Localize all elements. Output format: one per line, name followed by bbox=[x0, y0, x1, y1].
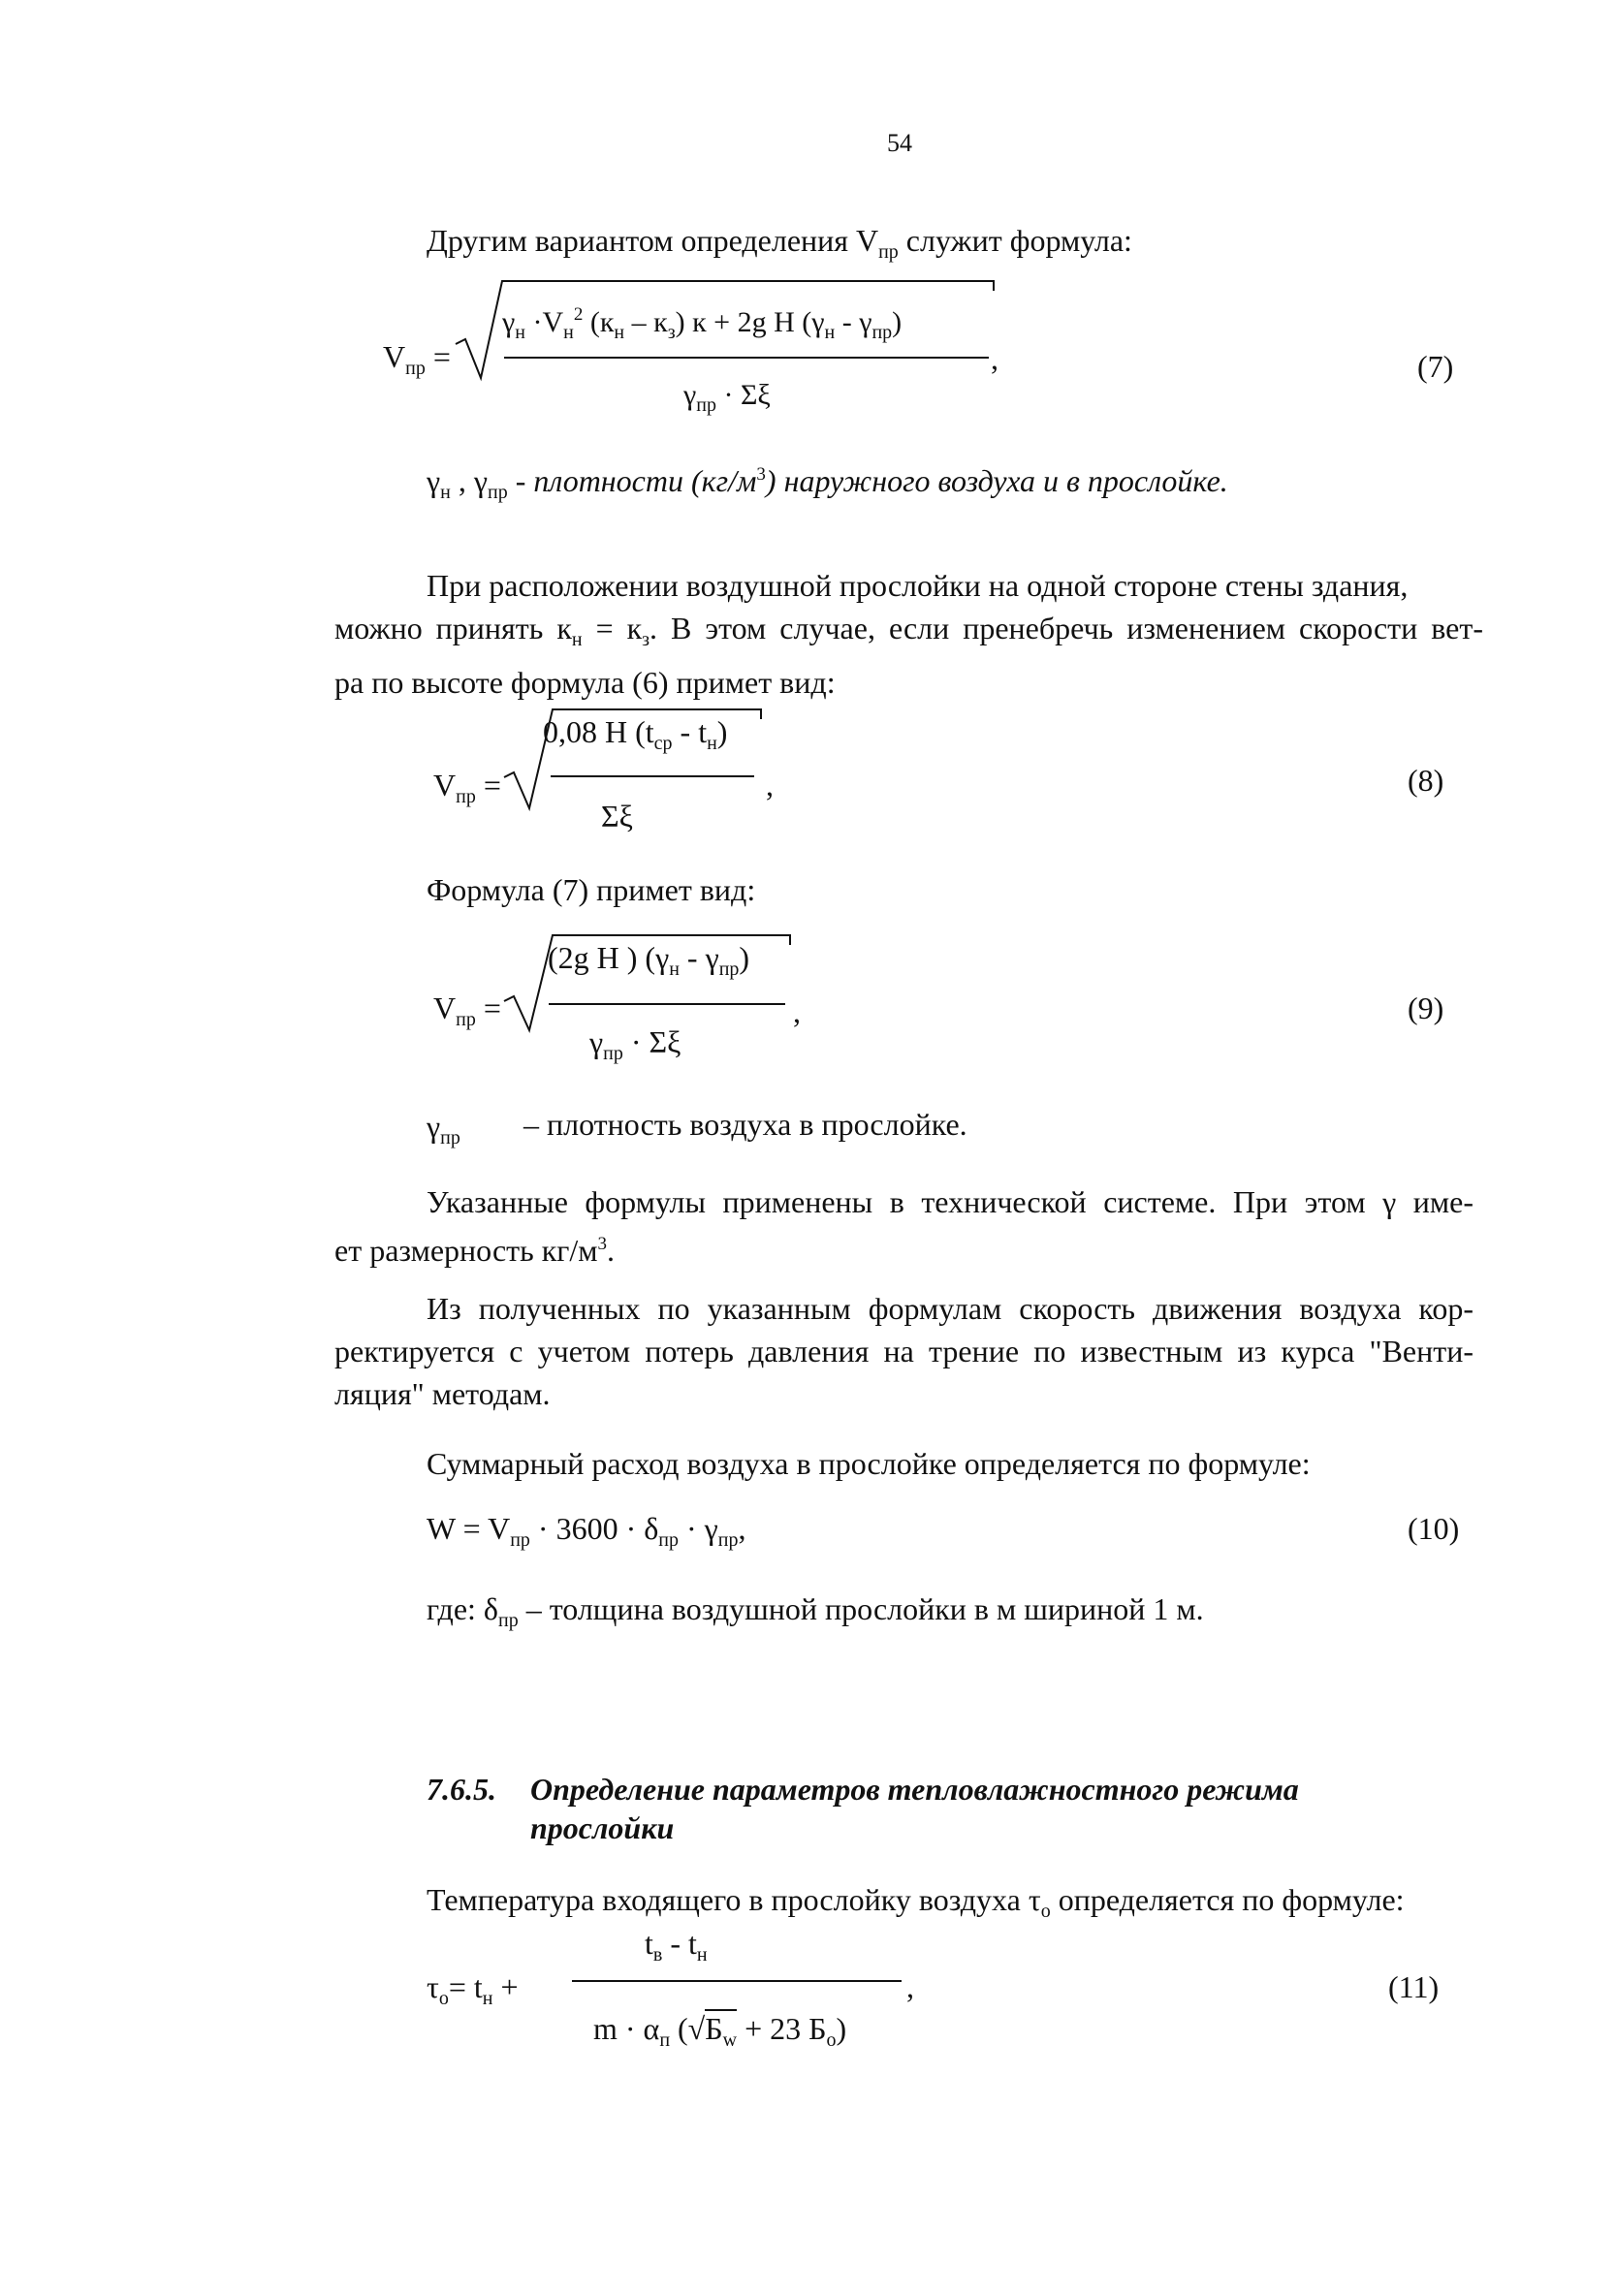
formula-10-number: (10) bbox=[1408, 1511, 1460, 1546]
paragraph-formulas-applied: Указанные формулы применены в технической системе. При этом γ име- ет размерность $кг/м^3$. bbox=[334, 1184, 1473, 1268]
paragraph-total-flow: Суммарный расход воздуха в прослойке определяется по формуле: bbox=[427, 1446, 1311, 1481]
formula-8-fraction-bar bbox=[551, 775, 754, 777]
formula-11-comma: , bbox=[906, 1969, 914, 2004]
formula-9-fraction-bar bbox=[549, 1003, 785, 1005]
section-number: 7.6.5. bbox=[427, 1772, 496, 1807]
formula-7-fraction-bar bbox=[504, 357, 989, 359]
formula-9-number: (9) bbox=[1408, 991, 1444, 1025]
paragraph-layer-one-side: При расположении воздушной прослойки на одной стороне стены здания, можно принять $к_н = к_з$. В этом случае, если пренебречь изменением скорости вет- ра по высоте формула (6) примет вид: bbox=[334, 568, 1483, 700]
page-number: 54 bbox=[887, 129, 912, 157]
layer-density-symbol: $\gamma_{пр}$ bbox=[427, 1109, 460, 1148]
formula-7-numerator: $\gamma_н \cdot V_н^2$ $(к_н - к_з) к + 2g$ H $(\gamma_н - \gamma_{пр})$ bbox=[502, 304, 903, 343]
formula-9-comma: , bbox=[793, 994, 801, 1029]
formula-9-numerator: (2g H ) $(\gamma_н - \gamma_{пр})$ bbox=[548, 940, 750, 980]
formula-8-denominator: Σξ bbox=[601, 799, 633, 833]
paragraph-velocity-correction: Из полученных по указанным формулам скорость движения воздуха кор- ректируется с учетом потерь давления на трение по известным из курса "Венти- ляция" методам. bbox=[334, 1291, 1473, 1411]
section-title-line-1: Определение параметров тепловлажностного режима bbox=[530, 1772, 1299, 1807]
formula-10-expression: $W = V_{пр} \cdot 3600 \cdot \delta_{пр} \cdot \gamma_{пр}$, bbox=[427, 1511, 746, 1551]
formula-7-comma: , bbox=[991, 341, 998, 376]
formula-7-denominator: $\gamma_{пр} \cdot \Sigma\xi$ bbox=[683, 379, 771, 416]
formula-9-denominator: $\gamma_{пр} \cdot \Sigma\xi$ bbox=[589, 1024, 681, 1064]
intro-formula-7: Другим вариантом определения $V_{пр}$ служит формула: bbox=[427, 223, 1132, 263]
intro-formula-9: Формула (7) примет вид: bbox=[427, 872, 756, 907]
formula-11-lhs: $\tau_о= t_н$ + bbox=[427, 1969, 519, 2009]
formula-11-fraction-bar bbox=[572, 1980, 902, 1982]
formula-8-lhs: $V_{пр}$ = bbox=[433, 768, 501, 807]
formula-7-lhs: $V_{пр}$ = bbox=[383, 339, 451, 379]
square-root-icon: √ bbox=[687, 2011, 706, 2046]
formula-11-numerator: $t_в - t_н$ bbox=[645, 1926, 708, 1966]
thickness-definition: где: $\delta_{пр}$ – толщина воздушной прослойки в м шириной 1 м. bbox=[427, 1591, 1204, 1631]
formula-9-lhs: $V_{пр}$ = bbox=[433, 991, 501, 1030]
formula-11-number: (11) bbox=[1388, 1969, 1440, 2004]
formula-8-numerator: 0,08 H $(t_{ср} - t_н)$ bbox=[543, 714, 728, 754]
paragraph-inlet-temperature: Температура входящего в прослойку воздуха $\tau_о$ определяется по формуле: bbox=[427, 1882, 1405, 1922]
formula-11-denominator: $m \cdot \alpha_п$ ($√Б_w + 23$ $Б_о$) bbox=[593, 2011, 847, 2051]
section-title-line-2: прослойки bbox=[530, 1810, 675, 1845]
formula-8-number: (8) bbox=[1408, 763, 1444, 798]
layer-density-definition: – плотность воздуха в прослойке. bbox=[523, 1107, 967, 1142]
density-definition: $\gamma_н$ , $\gamma_{пр}$ - плотности $(кг/м^3)$ наружного воздуха и в прослойке. bbox=[427, 463, 1228, 503]
formula-7-number: (7) bbox=[1417, 349, 1454, 384]
formula-8-comma: , bbox=[766, 768, 774, 802]
